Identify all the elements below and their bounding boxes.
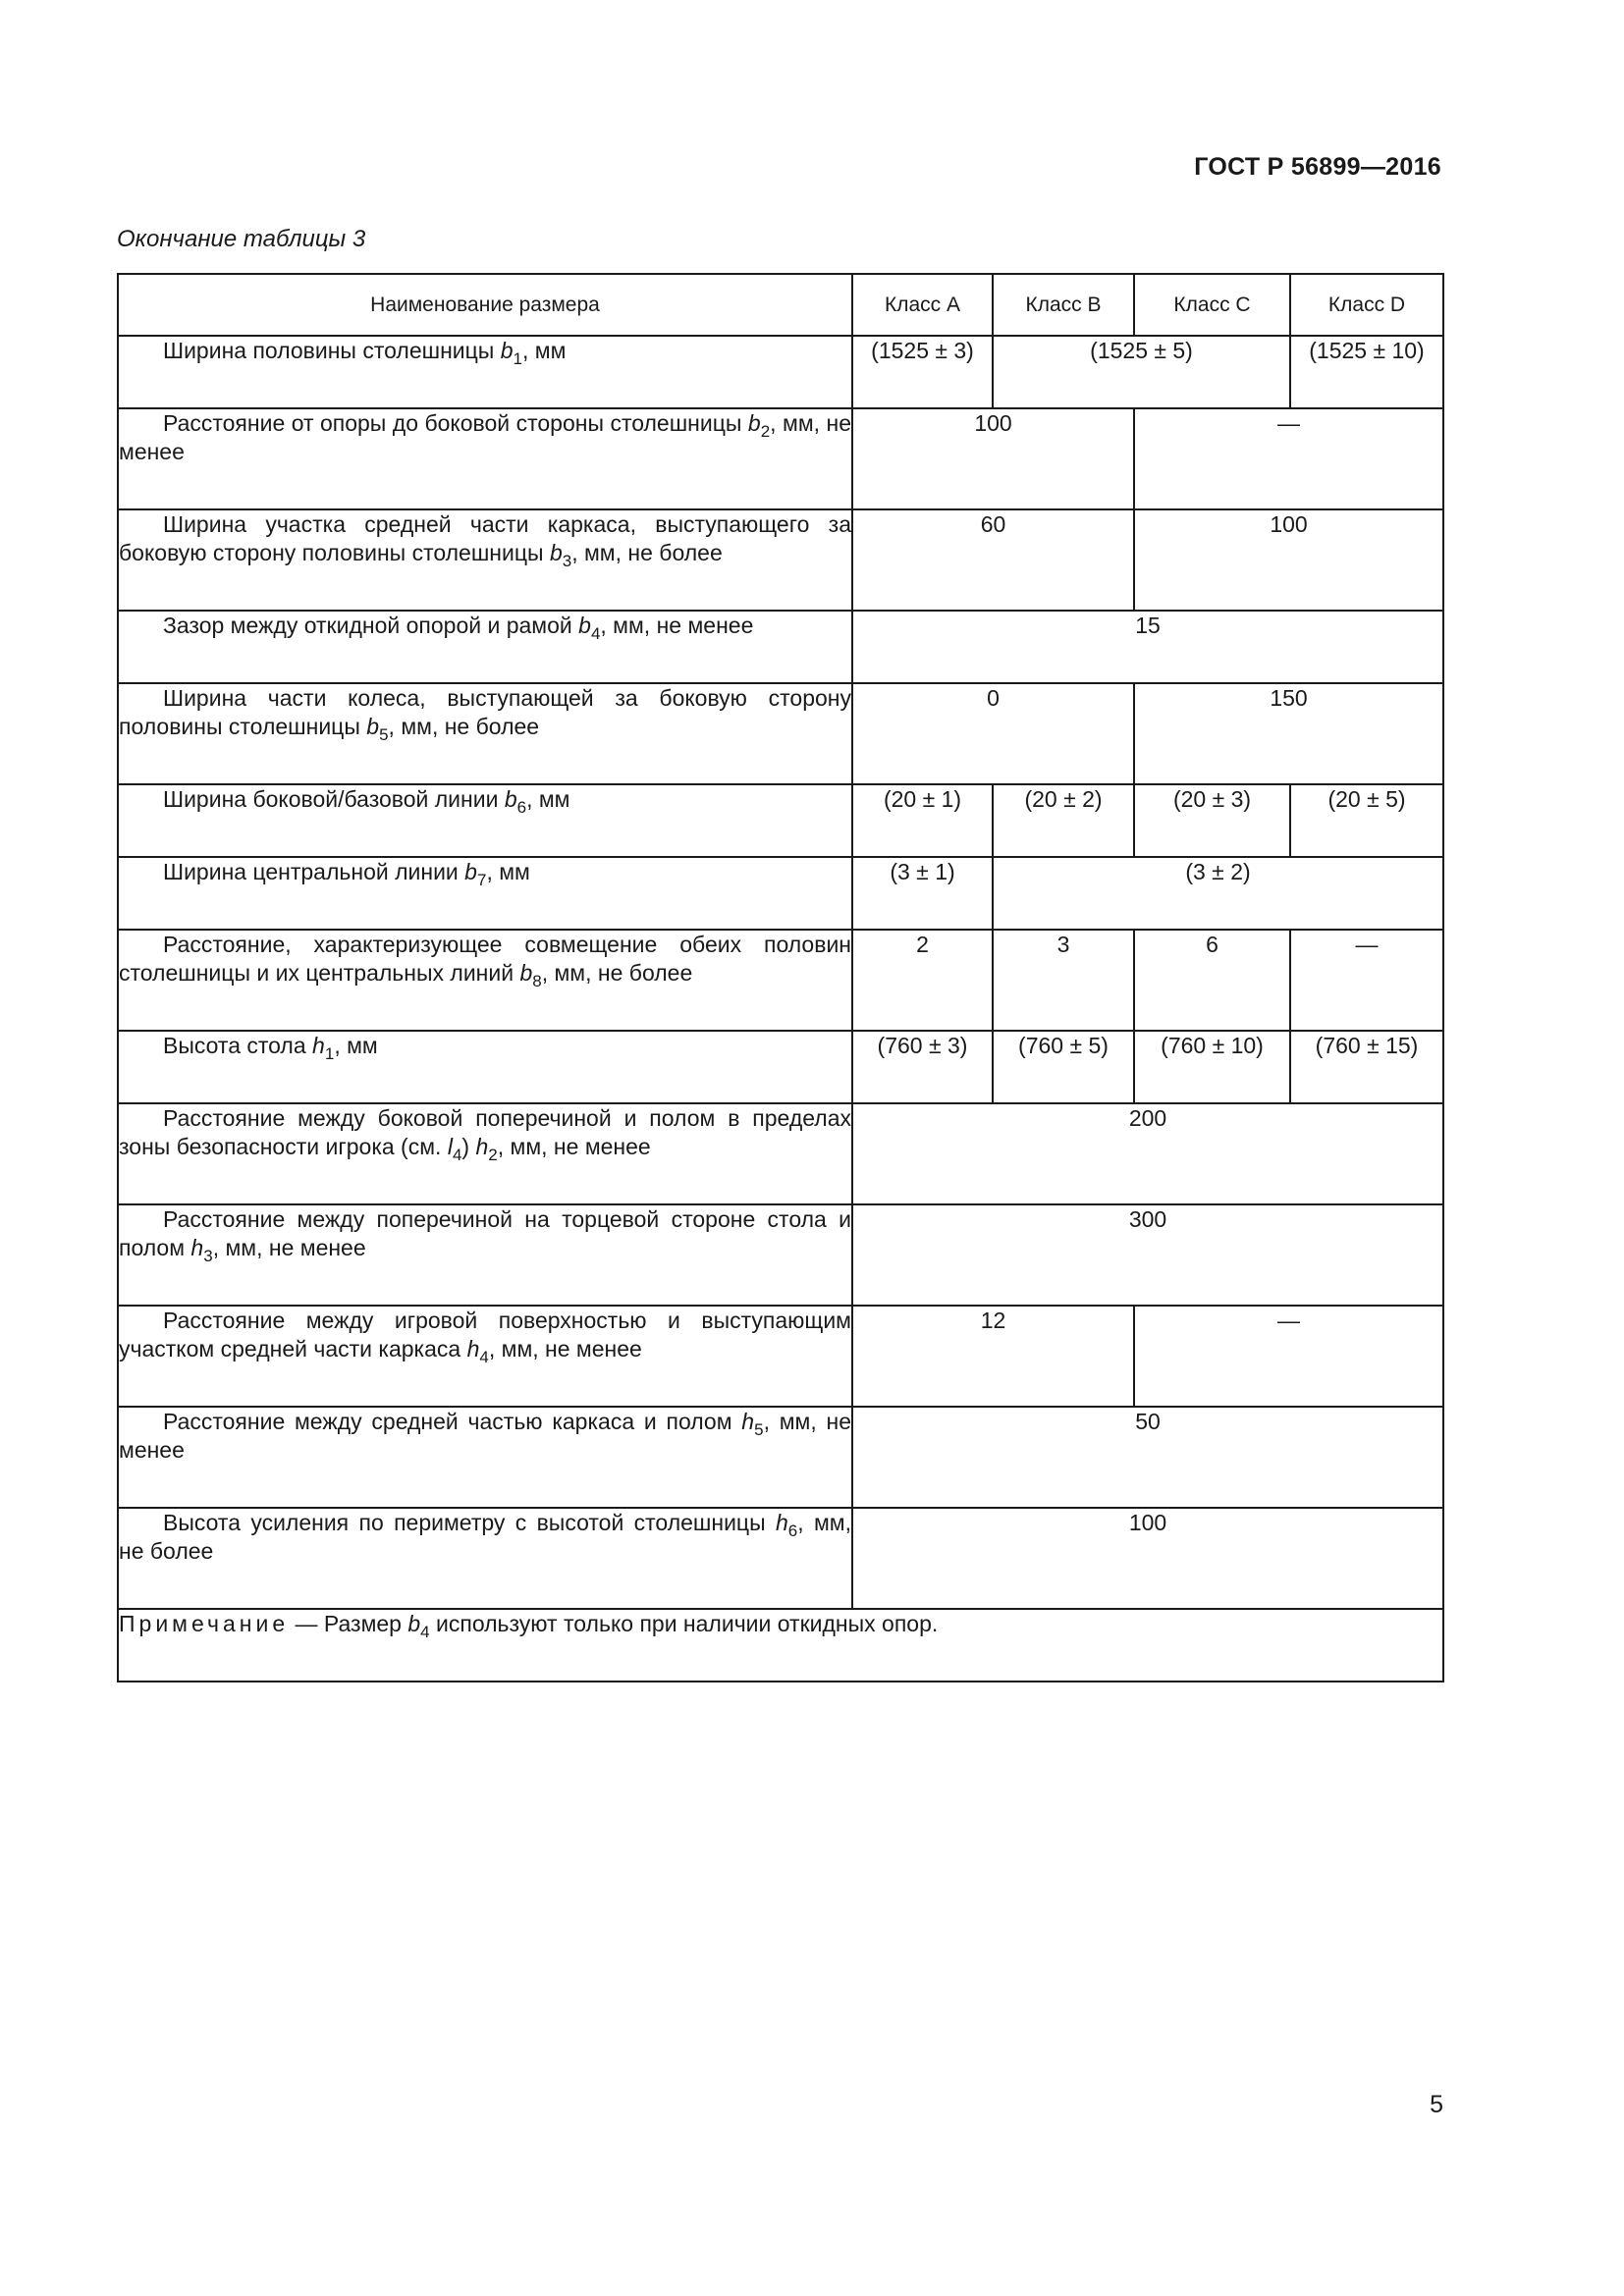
dimension-name: Высота усиления по периметру с высотой столешницы $h_6$, мм, не более bbox=[118, 1508, 852, 1609]
table-row bbox=[118, 1031, 1443, 1103]
table-row bbox=[118, 1508, 1443, 1609]
value-cell: 2 bbox=[852, 930, 993, 1031]
value-cell: — bbox=[1134, 1306, 1443, 1407]
table-row bbox=[118, 1306, 1443, 1407]
value-cell: 0 bbox=[852, 683, 1134, 784]
table-row bbox=[118, 683, 1443, 784]
value-cell: (760 ± 3) bbox=[852, 1031, 993, 1103]
value-cell: (20 ± 1) bbox=[852, 784, 993, 857]
value-cell: 6 bbox=[1134, 930, 1290, 1031]
value-cell: (760 ± 15) bbox=[1290, 1031, 1443, 1103]
dimension-name: Высота стола $h_1$, мм bbox=[118, 1031, 852, 1103]
table-row bbox=[118, 509, 1443, 611]
column-header-class-c: Класс C bbox=[1134, 274, 1290, 336]
column-header-class-a: Класс A bbox=[852, 274, 993, 336]
dimension-name: Расстояние между боковой поперечиной и полом в пределах зоны безопасности игрока (см. $l_4$) $h_2$, мм, не менее bbox=[118, 1103, 852, 1204]
value-cell: (1525 ± 10) bbox=[1290, 336, 1443, 408]
value-cell: (760 ± 10) bbox=[1134, 1031, 1290, 1103]
value-cell: 100 bbox=[1134, 509, 1443, 611]
value-cell: 100 bbox=[852, 408, 1134, 509]
table-row bbox=[118, 1103, 1443, 1204]
dimension-name: Ширина участка средней части каркаса, выступающего за боковую сторону половины столешницы $b_3$, мм, не более bbox=[118, 509, 852, 611]
value-cell: (760 ± 5) bbox=[993, 1031, 1134, 1103]
value-cell: (1525 ± 3) bbox=[852, 336, 993, 408]
table-note-row bbox=[118, 1609, 1443, 1682]
page-number: 5 bbox=[1430, 2091, 1443, 2118]
table-row bbox=[118, 1407, 1443, 1508]
dimension-name: Зазор между откидной опорой и рамой $b_4$, мм, не менее bbox=[118, 611, 852, 683]
value-cell: — bbox=[1134, 408, 1443, 509]
dimension-name: Ширина боковой/базовой линии $b_6$, мм bbox=[118, 784, 852, 857]
value-cell: (20 ± 3) bbox=[1134, 784, 1290, 857]
dimension-name: Расстояние от опоры до боковой стороны столешницы $b_2$, мм, не менее bbox=[118, 408, 852, 509]
dimensions-table bbox=[117, 273, 1444, 1682]
table-row bbox=[118, 611, 1443, 683]
value-cell: 3 bbox=[993, 930, 1134, 1031]
table-caption: Окончание таблицы 3 bbox=[117, 226, 366, 252]
table-row bbox=[118, 336, 1443, 408]
value-cell: 200 bbox=[852, 1103, 1443, 1204]
dimension-name: Расстояние, характеризующее совмещение обеих половин столешницы и их центральных линий $b_8$, мм, не более bbox=[118, 930, 852, 1031]
value-cell: 50 bbox=[852, 1407, 1443, 1508]
document-number: ГОСТ Р 56899—2016 bbox=[1194, 153, 1441, 181]
table-row bbox=[118, 930, 1443, 1031]
table-row bbox=[118, 784, 1443, 857]
dimension-name: Расстояние между поперечиной на торцевой стороне стола и полом $h_3$, мм, не менее bbox=[118, 1204, 852, 1306]
dimension-name: Ширина центральной линии $b_7$, мм bbox=[118, 857, 852, 930]
value-cell: 15 bbox=[852, 611, 1443, 683]
value-cell: 300 bbox=[852, 1204, 1443, 1306]
dimension-name: Ширина части колеса, выступающей за боковую сторону половины столешницы $b_5$, мм, не более bbox=[118, 683, 852, 784]
table-row bbox=[118, 857, 1443, 930]
column-header-class-d: Класс D bbox=[1290, 274, 1443, 336]
note-label: Примечание bbox=[119, 1611, 290, 1636]
value-cell: 12 bbox=[852, 1306, 1134, 1407]
value-cell: (1525 ± 5) bbox=[993, 336, 1290, 408]
value-cell: — bbox=[1290, 930, 1443, 1031]
column-header-name: Наименование размера bbox=[118, 274, 852, 336]
value-cell: (3 ± 2) bbox=[993, 857, 1443, 930]
table-header-row bbox=[118, 274, 1443, 336]
table-row bbox=[118, 1204, 1443, 1306]
value-cell: 100 bbox=[852, 1508, 1443, 1609]
table-row bbox=[118, 408, 1443, 509]
value-cell: (20 ± 5) bbox=[1290, 784, 1443, 857]
dimension-name: Ширина половины столешницы $b_1$, мм bbox=[118, 336, 852, 408]
value-cell: (3 ± 1) bbox=[852, 857, 993, 930]
dimension-name: Расстояние между игровой поверхностью и выступающим участком средней части каркаса $h_4$, мм, не менее bbox=[118, 1306, 852, 1407]
value-cell: (20 ± 2) bbox=[993, 784, 1134, 857]
dimension-name: Расстояние между средней частью каркаса и полом $h_5$, мм, не менее bbox=[118, 1407, 852, 1508]
column-header-class-b: Класс B bbox=[993, 274, 1134, 336]
value-cell: 60 bbox=[852, 509, 1134, 611]
table-note: Примечание — Размер $b_4$ используют только при наличии откидных опор. bbox=[118, 1609, 1443, 1682]
value-cell: 150 bbox=[1134, 683, 1443, 784]
